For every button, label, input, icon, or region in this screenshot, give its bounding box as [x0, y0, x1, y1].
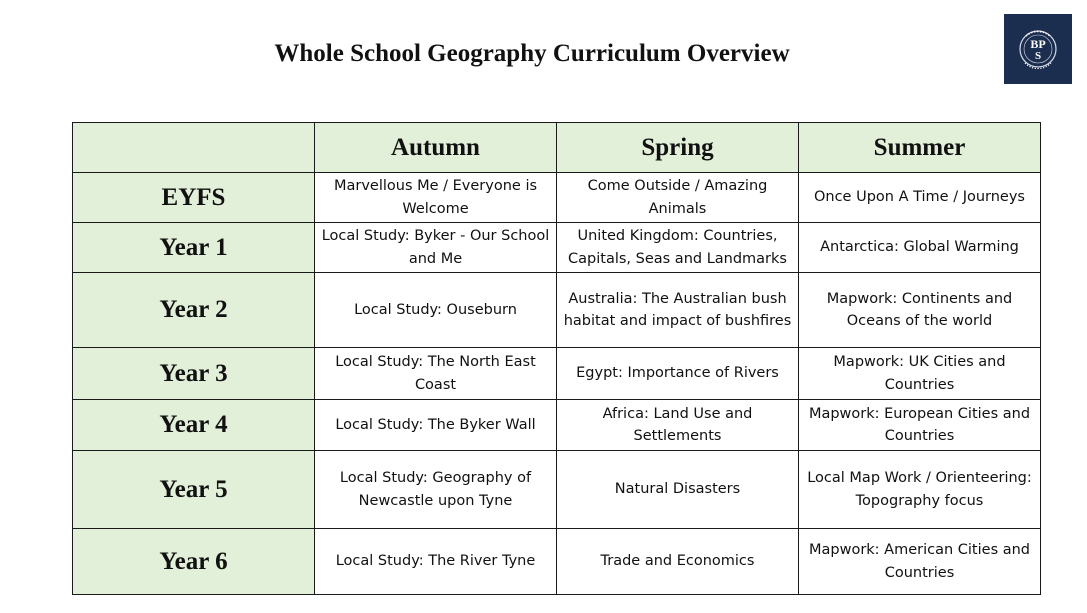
table-row [73, 223, 1041, 273]
summer-cell: Mapwork: European Cities and Countries [799, 400, 1041, 451]
spring-cell: Africa: Land Use and Settlements [557, 400, 799, 451]
spring-cell: Come Outside / Amazing Animals [557, 173, 799, 223]
autumn-cell: Local Study: Byker - Our School and Me [315, 223, 557, 273]
table-row [73, 400, 1041, 451]
svg-text:BP: BP [1030, 37, 1046, 51]
row-header: EYFS [73, 173, 315, 223]
column-header-spring: Spring [557, 123, 799, 173]
page-title: Whole School Geography Curriculum Overview [274, 40, 790, 67]
row-header: Year 5 [73, 451, 315, 529]
autumn-cell: Marvellous Me / Everyone is Welcome [315, 173, 557, 223]
curriculum-table [72, 122, 1041, 595]
autumn-cell: Local Study: Geography of Newcastle upon Tyne [315, 451, 557, 529]
row-header: Year 2 [73, 273, 315, 348]
spring-cell: Natural Disasters [557, 451, 799, 529]
summer-cell: Antarctica: Global Warming [799, 223, 1041, 273]
table-row [73, 173, 1041, 223]
spring-cell: Trade and Economics [557, 529, 799, 595]
table-row [73, 348, 1041, 400]
table-row [73, 529, 1041, 595]
row-header: Year 1 [73, 223, 315, 273]
autumn-cell: Local Study: The Byker Wall [315, 400, 557, 451]
svg-text:S: S [1034, 50, 1042, 62]
spring-cell: Australia: The Australian bush habitat and impact of bushfires [557, 273, 799, 348]
corner-cell [73, 123, 315, 173]
table-row [73, 451, 1041, 529]
row-header: Year 4 [73, 400, 315, 451]
row-header: Year 6 [73, 529, 315, 595]
autumn-cell: Local Study: Ouseburn [315, 273, 557, 348]
spring-cell: United Kingdom: Countries, Capitals, Seas and Landmarks [557, 223, 799, 273]
summer-cell: Once Upon A Time / Journeys [799, 173, 1041, 223]
column-header-summer: Summer [799, 123, 1041, 173]
row-header: Year 3 [73, 348, 315, 400]
table-header-row [73, 123, 1041, 173]
summer-cell: Mapwork: Continents and Oceans of the world [799, 273, 1041, 348]
column-header-autumn: Autumn [315, 123, 557, 173]
summer-cell: Mapwork: UK Cities and Countries [799, 348, 1041, 400]
school-crest-logo [1004, 14, 1072, 84]
autumn-cell: Local Study: The North East Coast [315, 348, 557, 400]
summer-cell: Mapwork: American Cities and Countries [799, 529, 1041, 595]
table-row [73, 273, 1041, 348]
spring-cell: Egypt: Importance of Rivers [557, 348, 799, 400]
crest-icon [1004, 14, 1072, 84]
autumn-cell: Local Study: The River Tyne [315, 529, 557, 595]
summer-cell: Local Map Work / Orienteering: Topography focus [799, 451, 1041, 529]
